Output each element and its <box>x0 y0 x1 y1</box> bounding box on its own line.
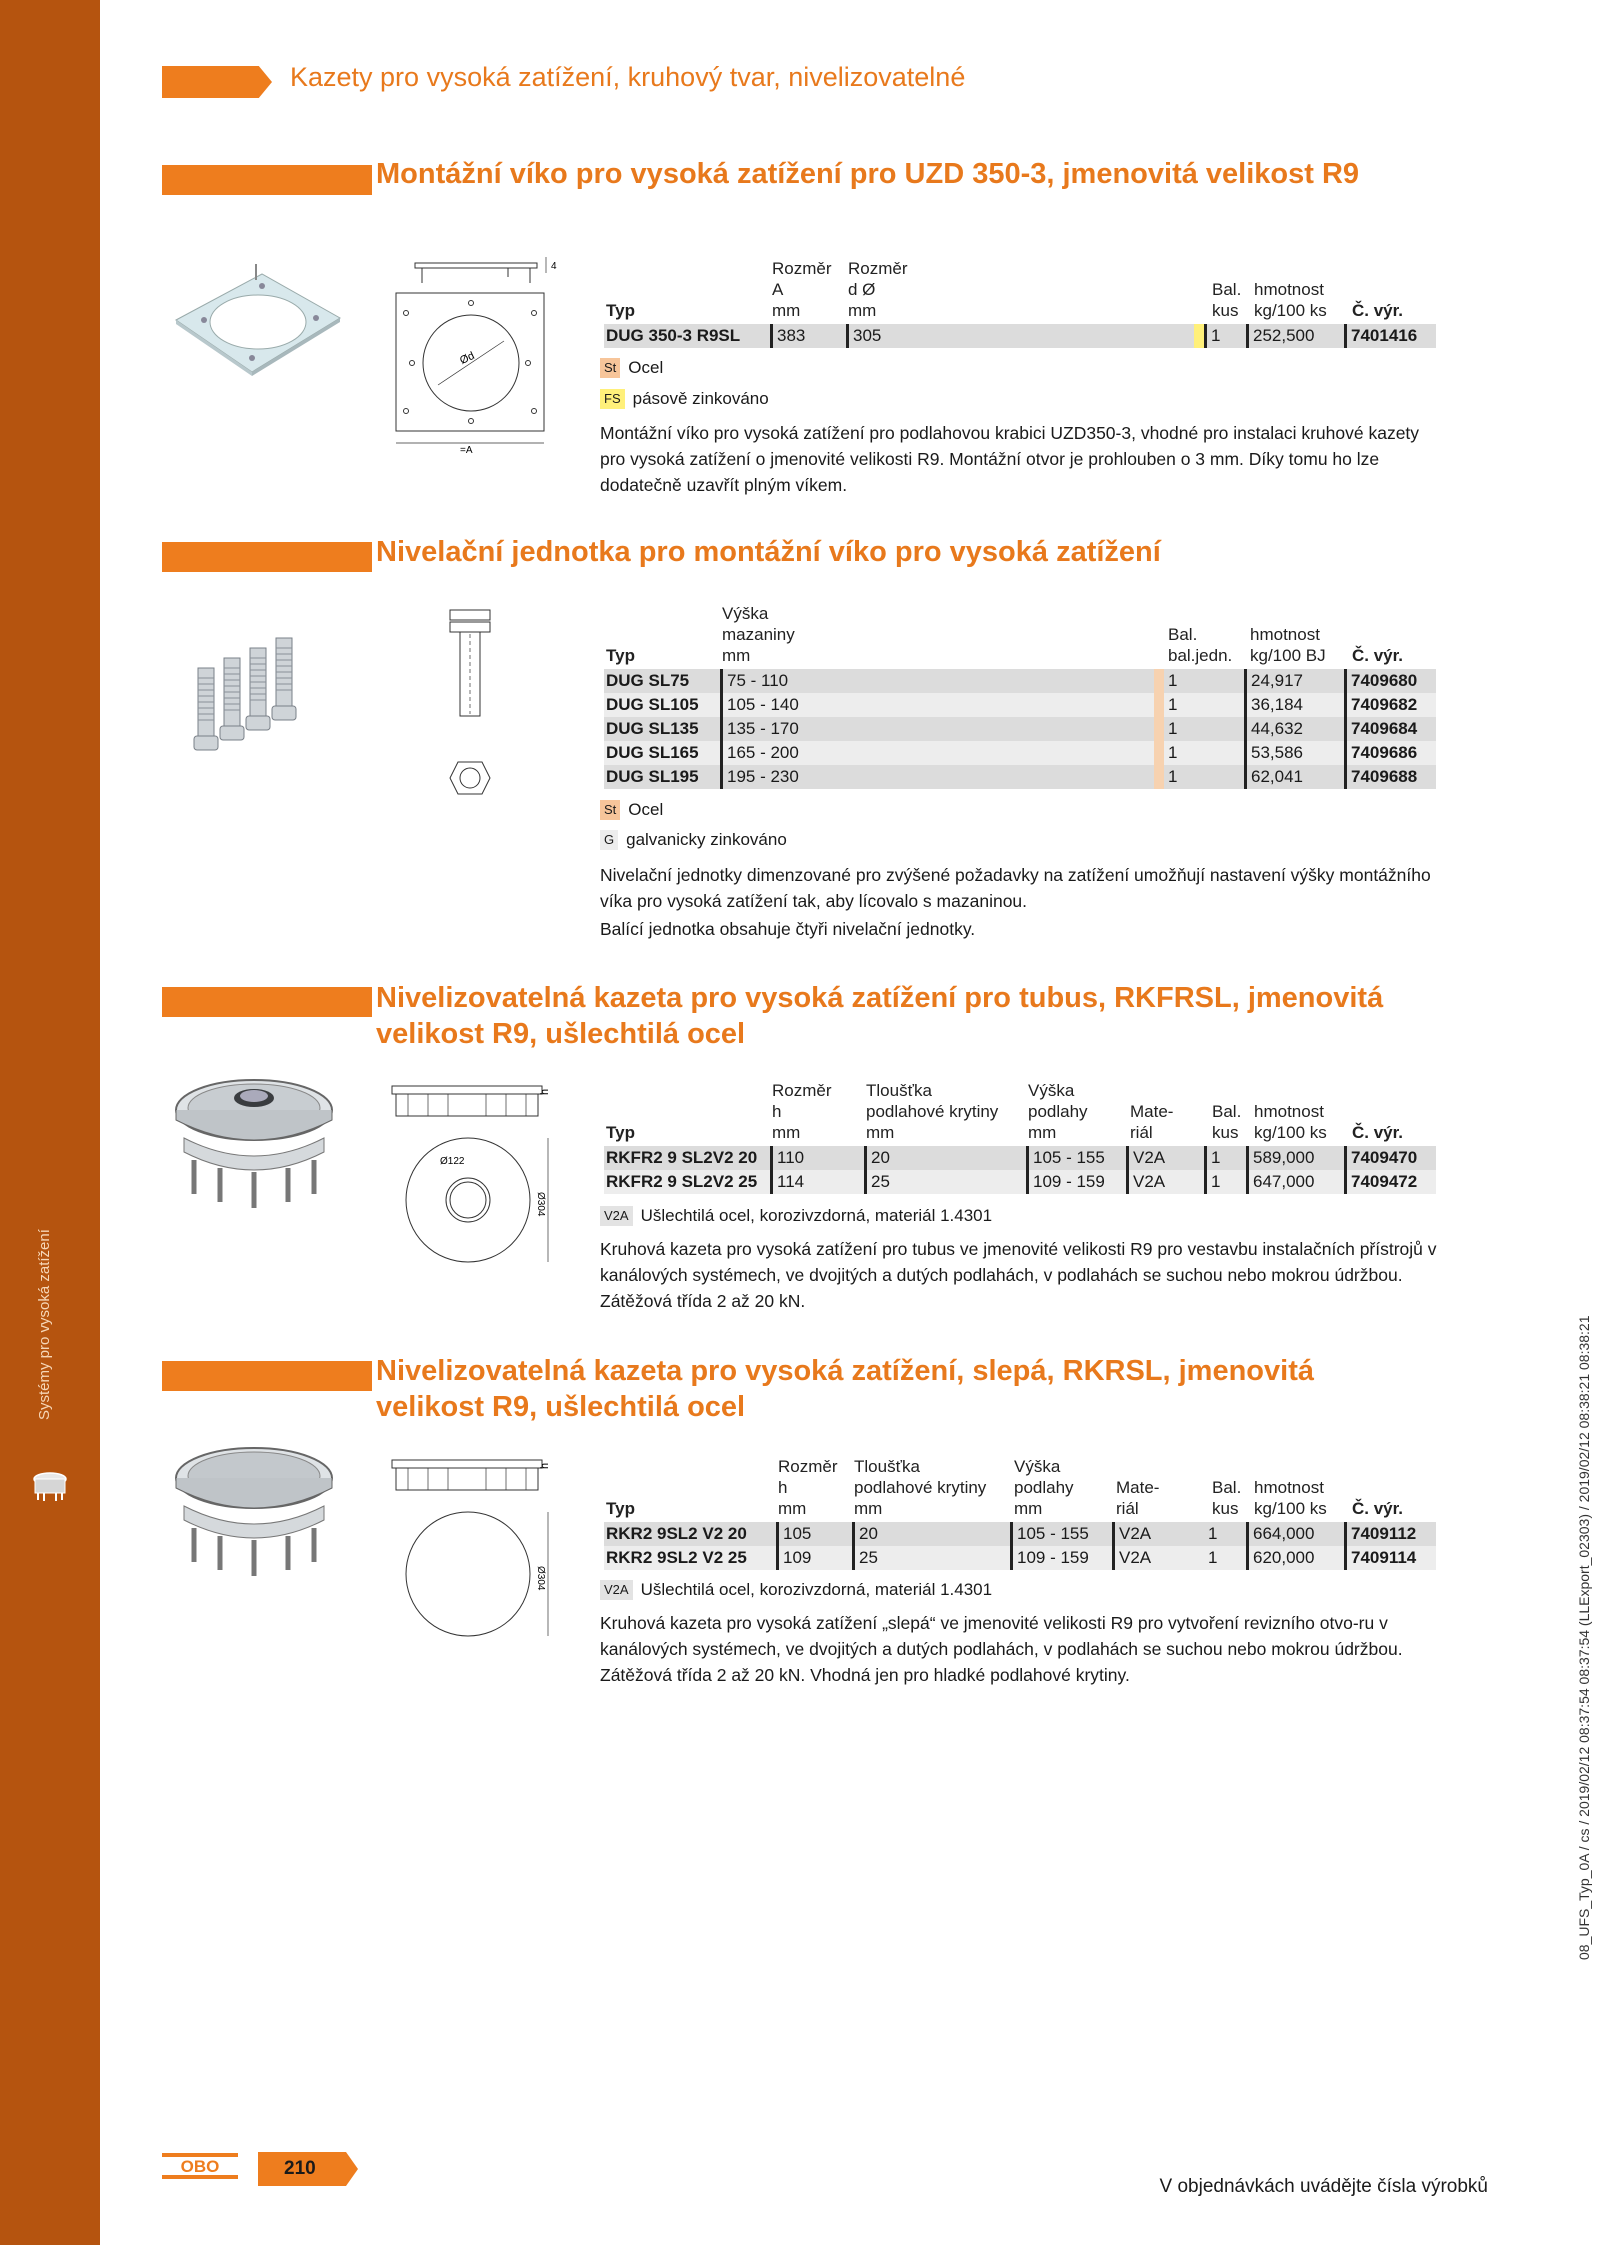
inner-diameter-label: Ø122 <box>440 1156 465 1167</box>
header-pack-unit: kus <box>1212 1499 1239 1518</box>
header-weight: hmotnost <box>1254 1102 1324 1121</box>
cell-floor-height: 109 - 159 <box>1026 1170 1105 1194</box>
header-pack: Bal. <box>1212 1478 1242 1497</box>
logo-text: OBO <box>180 2157 220 2176</box>
header-floor-thickness: Tloušťka <box>854 1457 920 1476</box>
cell-weight: 62,041 <box>1244 765 1303 789</box>
highlight-marker <box>1194 324 1204 348</box>
section-accent-bar <box>162 1361 372 1391</box>
cell-pack: 1 <box>1168 767 1178 786</box>
cell-screed-height: 135 - 170 <box>720 717 799 741</box>
header-pack-unit: kus <box>1212 301 1239 320</box>
cell-weight: 252,500 <box>1246 324 1314 348</box>
cell-weight: 589,000 <box>1246 1146 1314 1170</box>
legend-text: galvanicky zinkováno <box>626 830 787 849</box>
legend-item <box>600 800 663 820</box>
cell-weight: 620,000 <box>1246 1546 1314 1570</box>
description-paragraph: Nivelační jednotky dimenzované pro zvýšené požadavky na zatížení umožňují nastavení výšky montážního víka pro vysoká zatížení tak, aby lícovalo s mazaninou. <box>600 865 1431 911</box>
legend-item <box>600 358 663 378</box>
header-weight: hmotnost <box>1254 280 1324 299</box>
cell-article: 7409472 <box>1344 1170 1417 1194</box>
cell-type: DUG SL165 <box>606 743 699 762</box>
cell-type: RKR2 9SL2 V2 20 <box>606 1524 747 1543</box>
cell-weight: 647,000 <box>1246 1170 1314 1194</box>
height-label: h <box>539 1088 551 1095</box>
cell-pack: 1 <box>1204 1170 1220 1194</box>
cell-article: 7409686 <box>1344 741 1417 765</box>
cell-article: 7409112 <box>1344 1522 1416 1546</box>
outer-diameter-label: Ø304 <box>535 1192 546 1217</box>
section-description <box>600 1236 1440 1314</box>
cell-weight: 44,632 <box>1244 717 1303 741</box>
header-floor-height: Výška <box>1028 1081 1075 1100</box>
cell-weight: 36,184 <box>1244 693 1303 717</box>
header-dim-h-unit: mm <box>772 1123 801 1142</box>
table-row <box>604 1522 1436 1546</box>
header-accent-bar <box>162 66 272 98</box>
header-floor-height-unit: mm <box>1014 1499 1043 1518</box>
cell-dim-d: 305 <box>846 324 881 348</box>
mounting-cover-drawing <box>388 255 568 455</box>
cell-article: 7409684 <box>1344 717 1417 741</box>
section-accent-bar <box>162 542 372 572</box>
legend-item <box>600 830 787 850</box>
header-floor-thickness-sub: podlahové krytiny <box>866 1102 999 1121</box>
width-label: =A <box>460 445 473 455</box>
header-weight-unit: kg/100 ks <box>1254 1123 1327 1142</box>
table-row <box>604 669 1436 693</box>
cell-material: V2A <box>1126 1146 1165 1170</box>
blind-cassette-photo <box>164 1436 344 1596</box>
section-thumbnail-icon <box>30 1465 70 1505</box>
legend-item <box>600 389 769 409</box>
header-dim-a-unit: mm <box>772 301 801 320</box>
section-title-blind-cassette: Nivelizovatelná kazeta pro vysoká zatížení, slepá, RKRSL, jmenovitá velikost R9, ušlechtilá ocel <box>376 1355 1314 1423</box>
header-type: Typ <box>606 301 635 320</box>
highlight-marker <box>1154 765 1164 789</box>
cell-weight: 24,917 <box>1244 669 1303 693</box>
description-paragraph: Kruhová kazeta pro vysoká zatížení pro tubus ve jmenovité velikosti R9 pro vestavbu instalačních přístrojů v kanálových systémech, ve dvojitých a dutých podlahách, v podlahách se suchou nebo mokrou údržbou. Zátěžová třída 2 až 20 kN. <box>600 1239 1437 1311</box>
header-screed-height-unit: mm <box>722 646 751 665</box>
material-badge: V2A <box>600 1206 633 1226</box>
legend-text: Ocel <box>628 358 664 377</box>
sidebar <box>0 0 100 2245</box>
section-title-mounting-cover: Montážní víko pro vysoká zatížení pro UZD 350-3, jmenovitá velikost R9 <box>376 158 1360 190</box>
header-pack-unit: bal.jedn. <box>1168 646 1233 665</box>
cell-material: V2A <box>1112 1546 1151 1570</box>
header-floor-height: Výška <box>1014 1457 1061 1476</box>
legend-text: Ušlechtilá ocel, korozivzdorná, materiál 1.4301 <box>640 1580 993 1599</box>
table-row <box>604 717 1436 741</box>
legend-item <box>600 1206 992 1226</box>
cell-article: 7409682 <box>1344 693 1417 717</box>
table-row <box>604 324 1436 348</box>
header-material-sub: riál <box>1130 1123 1153 1142</box>
header-dim-h: Rozměr <box>772 1081 832 1100</box>
highlight-marker <box>1154 717 1164 741</box>
header-floor-height-unit: mm <box>1028 1123 1057 1142</box>
header-pack: Bal. <box>1212 1102 1242 1121</box>
description-paragraph: Balící jednotka obsahuje čtyři nivelační jednotky. <box>600 919 976 939</box>
header-floor-height-sub: podlahy <box>1028 1102 1088 1121</box>
cell-weight: 53,586 <box>1244 741 1303 765</box>
section-accent-bar <box>162 987 372 1017</box>
cell-pack: 1 <box>1168 695 1178 714</box>
header-pack: Bal. <box>1168 625 1198 644</box>
cell-dim-h: 114 <box>770 1170 804 1194</box>
material-badge: St <box>600 800 620 820</box>
mounting-cover-photo <box>166 262 344 394</box>
footer-note: V objednávkách uvádějte čísla výrobků <box>1159 2176 1488 2197</box>
cell-type: DUG 350-3 R9SL <box>606 326 741 345</box>
cell-floor-thickness: 20 <box>864 1146 890 1170</box>
header-type: Typ <box>606 1123 635 1142</box>
side-label: Systémy pro vysoká zatížení <box>36 1229 53 1420</box>
header-weight: hmotnost <box>1250 625 1320 644</box>
diameter-label: Ød <box>458 349 477 367</box>
page-header-title: Kazety pro vysoká zatížení, kruhový tvar, nivelizovatelné <box>290 62 966 92</box>
header-material: Mate- <box>1130 1102 1174 1121</box>
leveling-bolts-photo <box>188 618 318 768</box>
header-floor-thickness-unit: mm <box>854 1499 883 1518</box>
document-meta: 08_UFS_Typ_0A / cs / 2019/02/12 08:37:54 08:37:54 (LLExport_02303) / 2019/02/12 08:38:21 08:38:21 <box>1576 1315 1592 1960</box>
cell-article: 7409688 <box>1344 765 1417 789</box>
section-accent-bar <box>162 165 372 195</box>
header-dim-d: Rozměr <box>848 259 908 278</box>
cell-weight: 664,000 <box>1246 1522 1314 1546</box>
cell-screed-height: 195 - 230 <box>720 765 799 789</box>
cell-pack: 1 <box>1168 743 1178 762</box>
description-paragraph: Kruhová kazeta pro vysoká zatížení „slepá“ ve jmenovité velikosti R9 pro vytvoření revizního otvo-ru v kanálových systémech, ve dvojitých a dutých podlahách, v podlahách se suchou nebo mokrou údržbou. Zátěžová třída 2 až 20 kN. Vhodná jen pro hladké podlahové krytiny. <box>600 1613 1403 1685</box>
table-row <box>604 741 1436 765</box>
tubus-cassette-drawing <box>388 1072 568 1272</box>
table-row <box>604 1546 1436 1570</box>
cell-pack: 1 <box>1168 671 1178 690</box>
section-description <box>600 1610 1440 1688</box>
cell-screed-height: 105 - 140 <box>720 693 799 717</box>
page-number: 210 <box>284 2158 316 2179</box>
header-screed-height-sub: mazaniny <box>722 625 795 644</box>
header-dim-h-unit: mm <box>778 1499 807 1518</box>
cell-article: 7409680 <box>1344 669 1417 693</box>
cell-type: RKFR2 9 SL2V2 25 <box>606 1172 758 1191</box>
cell-pack: 1 <box>1204 324 1220 348</box>
legend-text: Ušlechtilá ocel, korozivzdorná, materiál 1.4301 <box>640 1206 993 1225</box>
table-row <box>604 1146 1436 1170</box>
cell-pack: 1 <box>1208 1548 1218 1567</box>
cell-pack: 1 <box>1168 719 1178 738</box>
header-weight-unit: kg/100 ks <box>1254 301 1327 320</box>
cell-article: 7401416 <box>1344 324 1417 348</box>
blind-cassette-drawing <box>388 1446 568 1646</box>
height-label: h <box>539 1462 551 1469</box>
outer-diameter-label: Ø304 <box>535 1566 546 1591</box>
header-weight-unit: kg/100 BJ <box>1250 646 1326 665</box>
cell-dim-h: 109 <box>776 1546 811 1570</box>
cell-floor-height: 105 - 155 <box>1010 1522 1089 1546</box>
header-dim-d-unit: mm <box>848 301 877 320</box>
cell-type: RKFR2 9 SL2V2 20 <box>606 1148 758 1167</box>
cell-type: DUG SL75 <box>606 671 690 690</box>
header-dim-h-sub: h <box>778 1478 788 1497</box>
cell-pack: 1 <box>1204 1146 1220 1170</box>
obo-logo <box>162 2153 238 2179</box>
legend-text: Ocel <box>628 800 664 819</box>
table-row <box>604 693 1436 717</box>
header-type: Typ <box>606 1499 635 1518</box>
header-weight: hmotnost <box>1254 1478 1324 1497</box>
header-dim-h-sub: h <box>772 1102 782 1121</box>
table-row <box>604 1170 1436 1194</box>
header-material-sub: riál <box>1116 1499 1139 1518</box>
header-type: Typ <box>606 646 635 665</box>
cell-type: DUG SL105 <box>606 695 699 714</box>
cell-dim-h: 110 <box>770 1146 804 1170</box>
header-dim-h: Rozměr <box>778 1457 838 1476</box>
header-dim-a-sub: A <box>772 280 784 299</box>
highlight-marker <box>1154 669 1164 693</box>
header-article: Č. výr. <box>1352 646 1404 665</box>
description-paragraph: Montážní víko pro vysoká zatížení pro podlahovou krabici UZD350-3, vhodné pro instalaci kruhové kazety pro vysoká zatížení o jmenovité velikosti R9. Montážní otvor je prohlouben o 3 mm. Díky tomu ho lze dodatečně uzavřít plným víkem. <box>600 423 1420 495</box>
cell-dim-a: 383 <box>770 324 805 348</box>
header-article: Č. výr. <box>1352 301 1404 320</box>
header-article: Č. výr. <box>1352 1499 1404 1518</box>
cell-floor-thickness: 25 <box>852 1546 878 1570</box>
header-material: Mate- <box>1116 1478 1160 1497</box>
cell-floor-thickness: 25 <box>864 1170 890 1194</box>
header-weight-unit: kg/100 ks <box>1254 1499 1327 1518</box>
cell-type: DUG SL195 <box>606 767 699 786</box>
legend-item <box>600 1580 992 1600</box>
header-article: Č. výr. <box>1352 1123 1404 1142</box>
section-description <box>600 420 1440 498</box>
header-floor-height-sub: podlahy <box>1014 1478 1074 1497</box>
highlight-marker <box>1154 741 1164 765</box>
cell-article: 7409114 <box>1344 1546 1416 1570</box>
section-title-tubus-cassette: Nivelizovatelná kazeta pro vysoká zatížení pro tubus, RKFRSL, jmenovitá velikost R9, ušlechtilá ocel <box>376 982 1384 1050</box>
cell-screed-height: 165 - 200 <box>720 741 799 765</box>
cell-dim-h: 105 <box>776 1522 811 1546</box>
finish-badge: FS <box>600 389 625 409</box>
cell-floor-height: 105 - 155 <box>1026 1146 1105 1170</box>
cell-type: RKR2 9SL2 V2 25 <box>606 1548 747 1567</box>
header-floor-thickness-unit: mm <box>866 1123 895 1142</box>
material-badge: V2A <box>600 1580 633 1600</box>
height-label: 4 <box>551 261 557 272</box>
section-title-leveling-unit: Nivelační jednotka pro montážní víko pro vysoká zatížení <box>376 536 1161 568</box>
cell-material: V2A <box>1126 1170 1165 1194</box>
highlight-marker <box>1154 693 1164 717</box>
cell-screed-height: 75 - 110 <box>720 669 788 693</box>
header-dim-a: Rozměr <box>772 259 832 278</box>
cell-pack: 1 <box>1208 1524 1218 1543</box>
header-dim-d-sub: d Ø <box>848 280 876 299</box>
legend-text: pásově zinkováno <box>632 389 769 408</box>
table-row <box>604 765 1436 789</box>
header-floor-thickness: Tloušťka <box>866 1081 932 1100</box>
tubus-cassette-photo <box>164 1068 344 1228</box>
cell-material: V2A <box>1112 1522 1151 1546</box>
section-description <box>600 862 1440 942</box>
leveling-bolt-drawing <box>440 604 530 804</box>
finish-badge: G <box>600 830 618 850</box>
cell-floor-thickness: 20 <box>852 1522 878 1546</box>
cell-type: DUG SL135 <box>606 719 699 738</box>
material-badge: St <box>600 358 620 378</box>
header-pack: Bal. <box>1212 280 1242 299</box>
cell-article: 7409470 <box>1344 1146 1417 1170</box>
cell-floor-height: 109 - 159 <box>1010 1546 1089 1570</box>
header-screed-height: Výška <box>722 604 769 623</box>
header-floor-thickness-sub: podlahové krytiny <box>854 1478 987 1497</box>
header-pack-unit: kus <box>1212 1123 1239 1142</box>
